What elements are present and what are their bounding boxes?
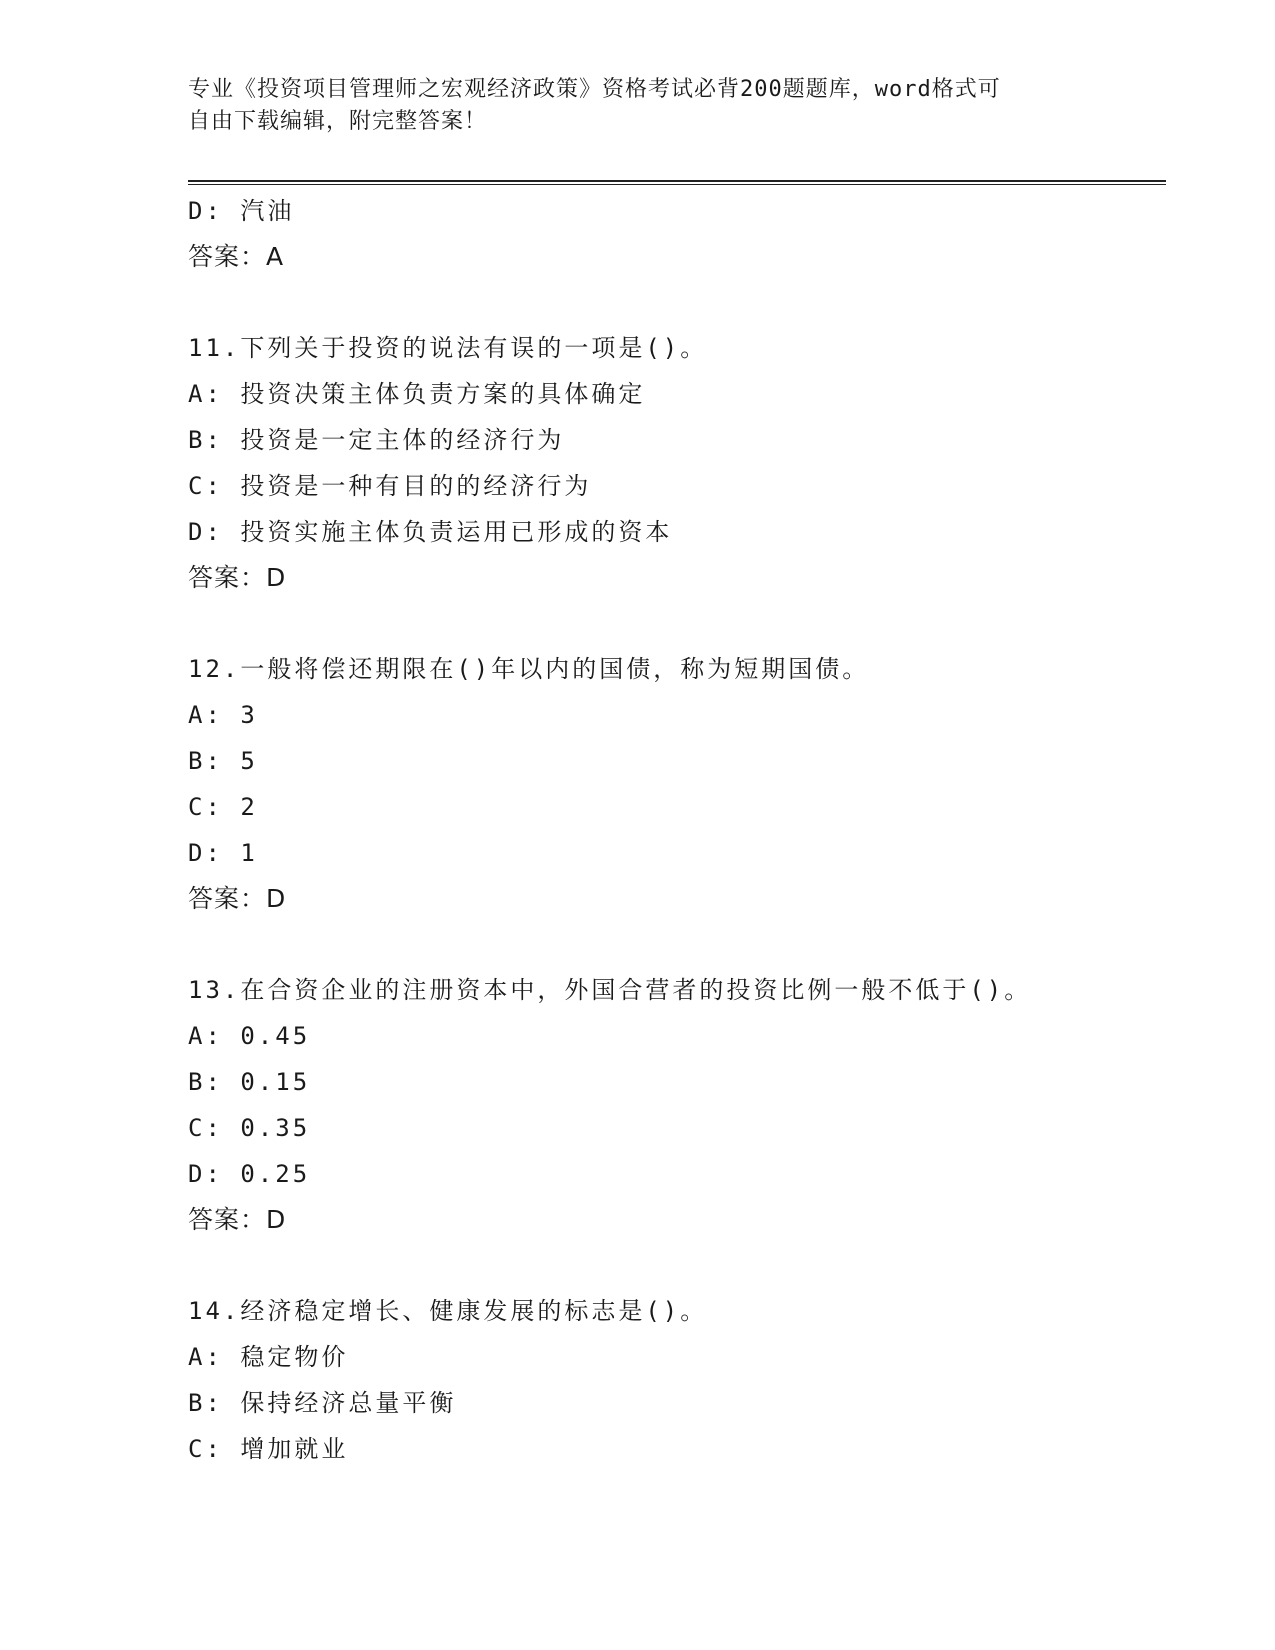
option-c: C: 0.35 xyxy=(188,1114,311,1142)
question-stem: 14.经济稳定增长、健康发展的标志是()。 xyxy=(188,1297,708,1325)
option-c: C: 增加就业 xyxy=(188,1435,349,1463)
option-c: C: 投资是一种有目的的经济行为 xyxy=(188,472,592,500)
header-divider xyxy=(188,180,1166,185)
option-b: B: 保持经济总量平衡 xyxy=(188,1389,457,1417)
document-header xyxy=(188,74,1068,138)
question-11 xyxy=(188,325,1168,601)
option-d: D: 1 xyxy=(188,839,258,867)
option-d: D: 汽油 xyxy=(188,197,295,225)
answer: 答案：A xyxy=(188,242,285,271)
option-a: A: 投资决策主体负责方案的具体确定 xyxy=(188,380,646,408)
header-line-2: 自由下载编辑，附完整答案！ xyxy=(188,109,488,134)
option-c: C: 2 xyxy=(188,793,258,821)
header-line-1: 专业《投资项目管理师之宏观经济政策》资格考试必背200题题库，word格式可 xyxy=(188,77,1001,102)
question-stem: 11.下列关于投资的说法有误的一项是()。 xyxy=(188,334,708,362)
question-14 xyxy=(188,1288,1168,1472)
option-a: A: 0.45 xyxy=(188,1022,311,1050)
question-stem: 13.在合资企业的注册资本中，外国合营者的投资比例一般不低于()。 xyxy=(188,976,1032,1004)
option-b: B: 0.15 xyxy=(188,1068,311,1096)
question-13 xyxy=(188,967,1168,1243)
answer: 答案：D xyxy=(188,563,287,592)
answer: 答案：D xyxy=(188,1205,287,1234)
option-d: D: 0.25 xyxy=(188,1160,311,1188)
option-a: A: 稳定物价 xyxy=(188,1343,349,1371)
question-stem: 12.一般将偿还期限在()年以内的国债，称为短期国债。 xyxy=(188,655,870,683)
option-d: D: 投资实施主体负责运用已形成的资本 xyxy=(188,518,673,546)
option-b: B: 投资是一定主体的经济行为 xyxy=(188,426,565,454)
question-12 xyxy=(188,646,1168,922)
option-b: B: 5 xyxy=(188,747,258,775)
answer: 答案：D xyxy=(188,884,287,913)
question-list xyxy=(188,188,1168,1472)
option-a: A: 3 xyxy=(188,701,258,729)
